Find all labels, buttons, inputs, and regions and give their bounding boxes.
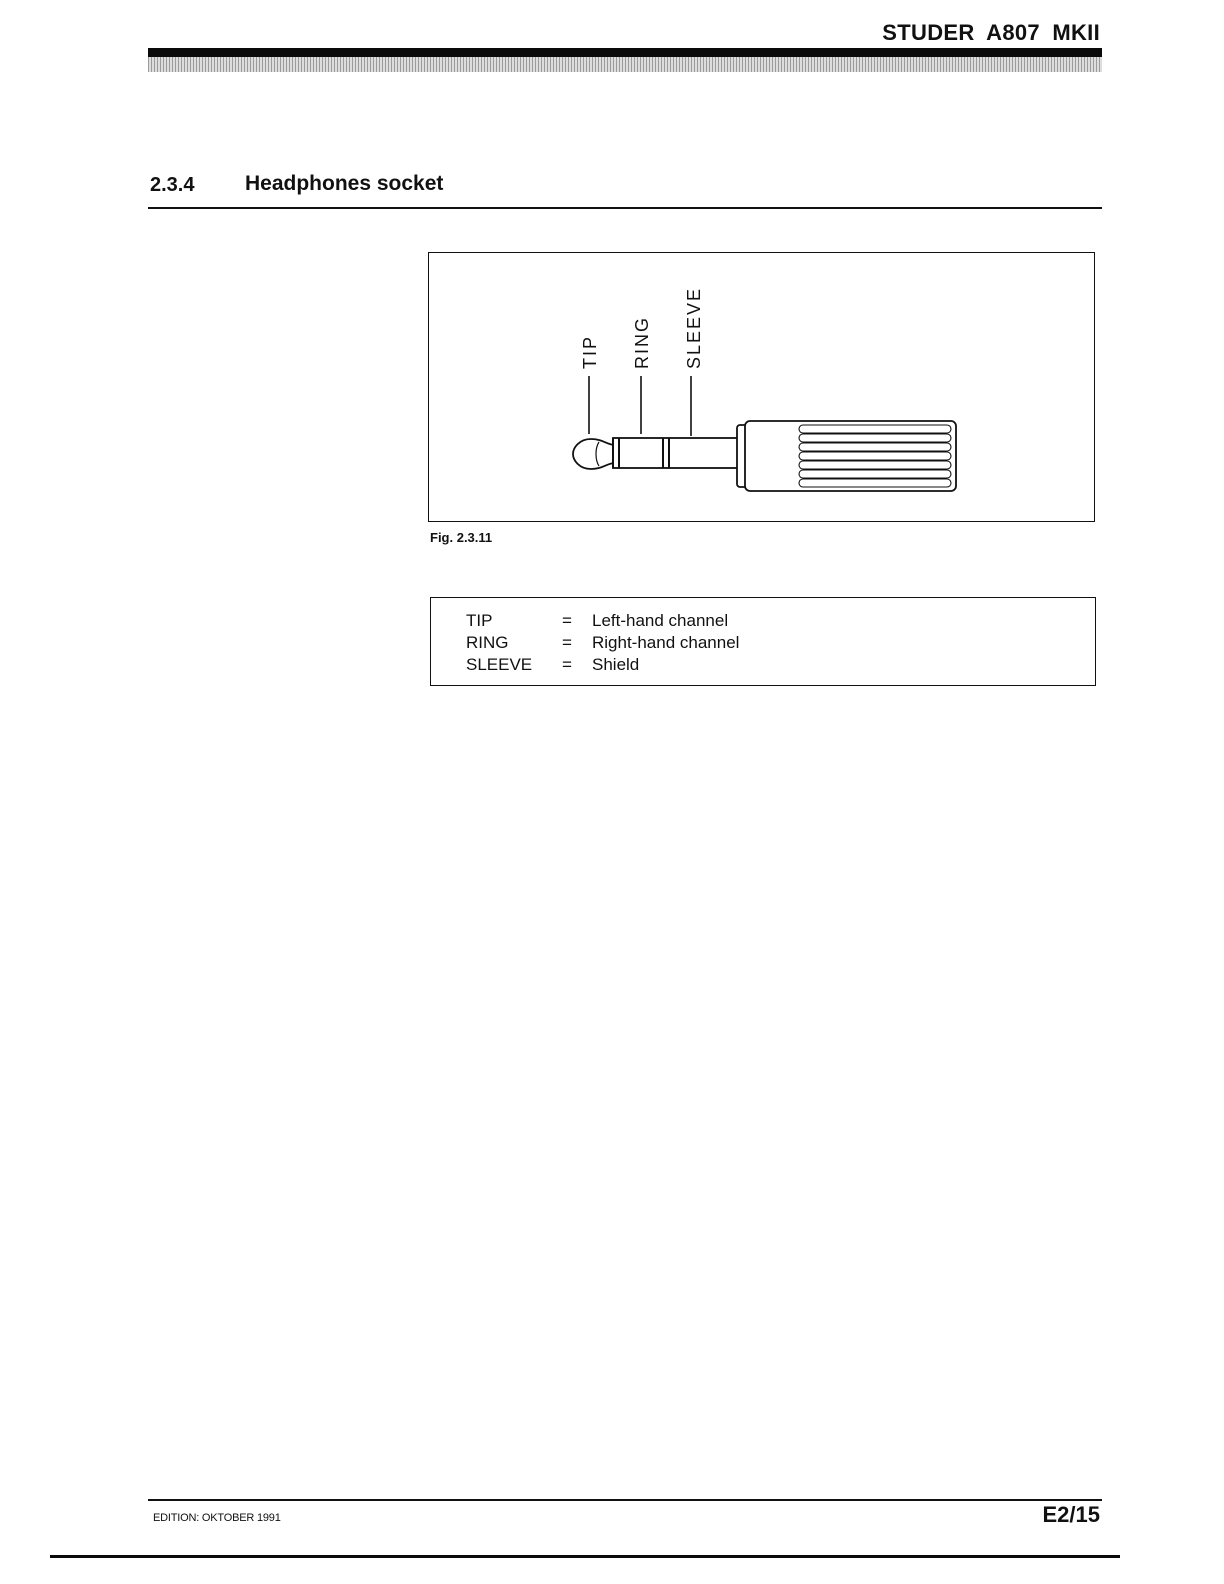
pin-description: Right-hand channel — [592, 633, 740, 652]
jack-plug-diagram — [429, 253, 1094, 521]
pin-description: Left-hand channel — [592, 611, 729, 630]
figure-box — [428, 252, 1095, 522]
table-row — [431, 654, 1095, 676]
header-title: STUDER A807 MKII — [882, 20, 1100, 45]
figure-caption: Fig. 2.3.11 — [430, 530, 493, 545]
pin-term: TIP — [466, 611, 493, 630]
pin-term: SLEEVE — [466, 655, 533, 674]
plug-tip — [573, 439, 615, 469]
section-rule — [148, 207, 1102, 209]
label-tip: TIP — [580, 334, 600, 369]
table-row — [431, 610, 1095, 632]
table-row — [431, 632, 1095, 654]
page-number: E2/15 — [1042, 1502, 1100, 1527]
section-number: 2.3.4 — [150, 174, 195, 196]
pin-separator: = — [562, 655, 572, 674]
pin-separator: = — [562, 633, 572, 652]
header-bar — [148, 48, 1102, 57]
bottom-scan-rule — [50, 1555, 1120, 1558]
pin-term: RING — [466, 633, 509, 652]
pin-separator: = — [562, 611, 572, 630]
pin-assignment-table — [430, 597, 1096, 686]
label-sleeve: SLEEVE — [684, 286, 704, 369]
plug-shaft — [613, 438, 740, 468]
handle-body — [745, 421, 956, 491]
footer-edition: EDITION: OKTOBER 1991 — [153, 1512, 281, 1524]
section-title: Headphones socket — [245, 172, 444, 195]
pin-description: Shield — [592, 655, 640, 674]
header-hatch-band — [148, 57, 1102, 72]
footer-rule — [148, 1499, 1102, 1501]
label-ring: RING — [632, 316, 652, 369]
